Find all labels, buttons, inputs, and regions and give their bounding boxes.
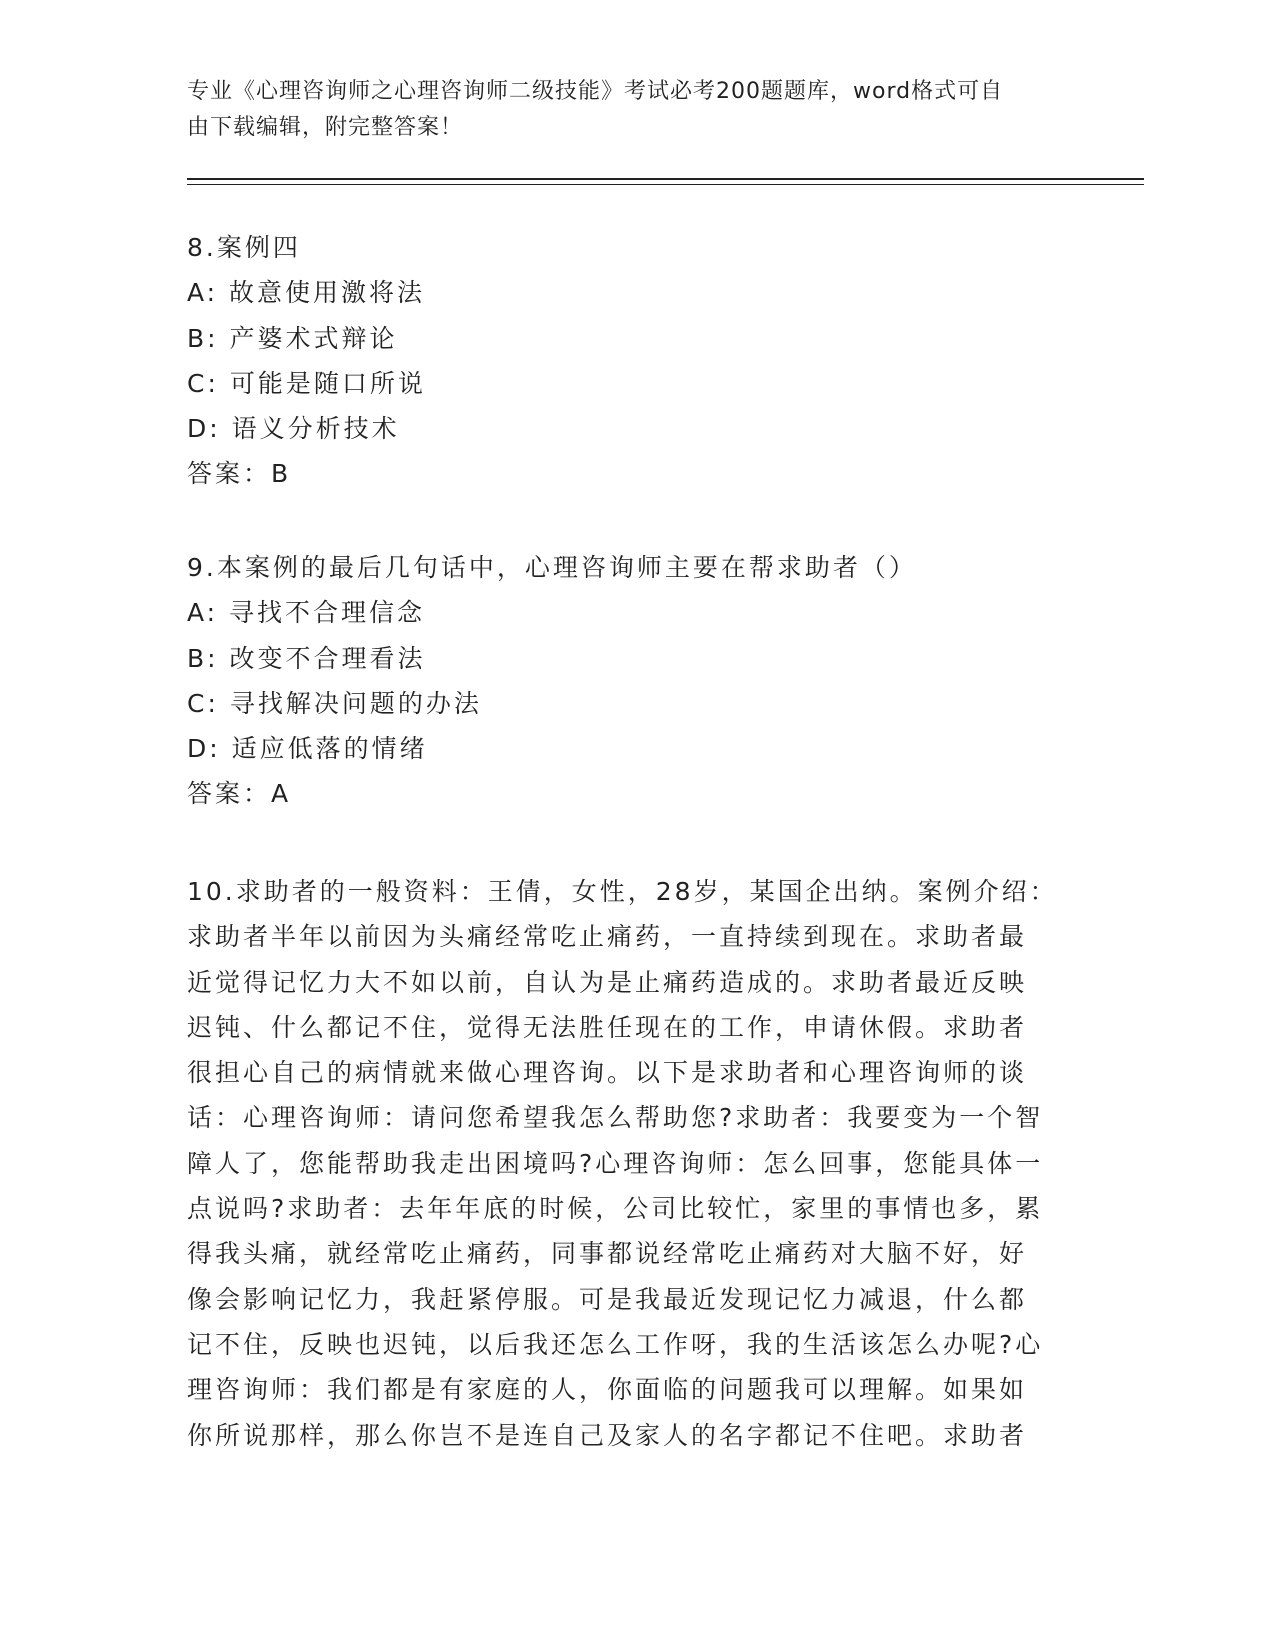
option-b: B: 产婆术式辩论 xyxy=(187,323,398,353)
option-c: C: 可能是随口所说 xyxy=(187,368,426,398)
question-8 xyxy=(187,225,1067,497)
passage-line: 你所说那样，那么你岂不是连自己及家人的名字都记不住吧。求助者 xyxy=(187,1420,1028,1450)
passage-line: 点说吗?求助者：去年年底的时候，公司比较忙，家里的事情也多，累 xyxy=(187,1194,1044,1224)
passage-line: 近觉得记忆力大不如以前，自认为是止痛药造成的。求助者最近反映 xyxy=(187,967,1028,997)
header-divider-thin xyxy=(187,184,1144,185)
passage-line: 很担心自己的病情就来做心理咨询。以下是求助者和心理咨询师的谈 xyxy=(187,1058,1028,1088)
option-c: C: 寻找解决问题的办法 xyxy=(187,688,482,718)
option-d: D: 语义分析技术 xyxy=(187,414,400,444)
passage-line: 10.求助者的一般资料：王倩，女性，28岁，某国企出纳。案例介绍： xyxy=(187,877,1058,906)
answer-line: 答案：A xyxy=(187,779,292,809)
option-a: A: 寻找不合理信念 xyxy=(187,598,426,628)
passage-line: 记不住，反映也迟钝，以后我还怎么工作呀，我的生活该怎么办呢?心 xyxy=(187,1329,1044,1359)
option-d: D: 适应低落的情绪 xyxy=(187,734,428,764)
answer-line: 答案：B xyxy=(187,459,292,489)
passage-line: 求助者半年以前因为头痛经常吃止痛药，一直持续到现在。求助者最 xyxy=(187,922,1028,952)
header-line-2: 由下载编辑，附完整答案！ xyxy=(187,115,464,140)
passage-line: 迟钝、什么都记不住，觉得无法胜任现在的工作，申请休假。求助者 xyxy=(187,1012,1028,1042)
passage-line: 障人了，您能帮助我走出困境吗?心理咨询师：怎么回事，您能具体一 xyxy=(187,1148,1044,1178)
question-9 xyxy=(187,545,1067,817)
header-divider-thick xyxy=(187,178,1144,180)
passage-line: 理咨询师：我们都是有家庭的人，你面临的问题我可以理解。如果如 xyxy=(187,1375,1028,1405)
passage-line: 话：心理咨询师：请问您希望我怎么帮助您?求助者：我要变为一个智 xyxy=(187,1103,1044,1133)
header-line-1: 专业《心理咨询师之心理咨询师二级技能》考试必考200题题库，word格式可自 xyxy=(187,79,1004,104)
passage-line: 像会影响记忆力，我赶紧停服。可是我最近发现记忆力减退，什么都 xyxy=(187,1284,1028,1314)
passage-line: 得我头痛，就经常吃止痛药，同事都说经常吃止痛药对大脑不好，好 xyxy=(187,1239,1028,1269)
question-stem: 9.本案例的最后几句话中，心理咨询师主要在帮求助者（） xyxy=(187,553,917,582)
document-header xyxy=(187,74,1057,146)
option-b: B: 改变不合理看法 xyxy=(187,643,426,673)
question-10-passage xyxy=(187,869,1067,1458)
option-a: A: 故意使用激将法 xyxy=(187,278,426,308)
question-stem: 8.案例四 xyxy=(187,233,301,262)
